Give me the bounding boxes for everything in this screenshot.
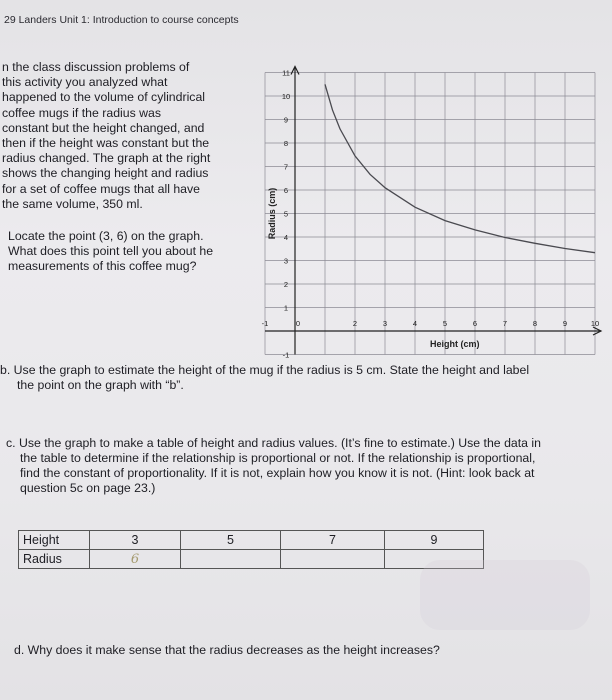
question-a: [8, 229, 253, 275]
question-a-line: Locate the point (3, 6) on the graph.: [8, 229, 204, 243]
intro-line: shows the changing height and radius: [2, 166, 209, 181]
table-row-radius: [19, 550, 484, 569]
y-tick-label: 4: [283, 233, 289, 242]
y-tick-label: 2: [283, 280, 289, 289]
y-tick-label: 9: [283, 115, 289, 125]
x-tick-label: 5: [442, 319, 448, 328]
y-tick-label: 6: [283, 186, 289, 195]
question-c-line: c. Use the graph to make a table of height and radius values. (It’s fine to estimate.) Use the data in: [6, 436, 541, 450]
y-tick-label: 10: [281, 92, 291, 101]
x-tick-label: 6: [472, 319, 478, 328]
intro-line: n the class discussion problems of: [2, 60, 190, 74]
table-row-height: [19, 531, 484, 550]
y-tick-label: 8: [283, 139, 289, 148]
x-axis-label: Height (cm): [430, 339, 480, 349]
question-a-line: What does this point tell you about he: [8, 244, 214, 259]
height-cell[interactable]: 5: [181, 531, 281, 550]
height-cell[interactable]: 9: [385, 531, 484, 550]
intro-line: this activity you analyzed what: [2, 75, 168, 90]
x-tick-label: 8: [532, 319, 538, 328]
x-tick-label: 9: [562, 319, 568, 328]
radius-cell[interactable]: [281, 550, 385, 569]
radius-cell[interactable]: 6: [90, 550, 181, 569]
intro-line: then if the height was constant but the: [2, 136, 210, 151]
question-b-line: the point on the graph with “b”.: [17, 378, 184, 392]
x-tick-label: 10: [590, 319, 600, 328]
intro-line: the same volume, 350 ml.: [2, 196, 143, 211]
question-b-line: b. Use the graph to estimate the height of the mug if the radius is 5 cm. State the height and label: [0, 363, 530, 377]
x-tick-label: 3: [382, 319, 388, 328]
page-header: 29 Landers Unit 1: Introduction to course concepts: [4, 14, 239, 26]
row-label: Height: [19, 531, 90, 550]
y-tick-label: 5: [283, 209, 289, 219]
x-tick-label: 2: [352, 319, 358, 328]
question-b: [0, 363, 600, 393]
axes: [265, 67, 601, 355]
radius-cell[interactable]: [181, 550, 281, 569]
height-radius-table: [18, 530, 484, 569]
x-tick-label: 0: [295, 319, 301, 328]
x-tick-label: 4: [412, 319, 418, 328]
intro-line: radius changed. The graph at the right: [2, 151, 211, 166]
question-c-line: question 5c on page 23.): [20, 481, 156, 495]
faded-background-text: [420, 560, 590, 630]
y-tick-label: 3: [283, 256, 289, 266]
question-c-line: find the constant of proportionality. If it is not, explain how you know it is not. (Hint: look back at: [20, 466, 535, 480]
intro-line: for a set of coffee mugs that all have: [2, 181, 201, 196]
y-tick-label: 1: [283, 303, 289, 313]
radius-curve: [325, 84, 595, 252]
row-label: Radius: [19, 550, 90, 569]
question-d: d. Why does it make sense that the radius decreases as the height increases?: [14, 643, 440, 657]
y-tick-label: 11: [282, 68, 290, 78]
x-tick-label: -1: [261, 319, 269, 328]
y-tick-label: 7: [283, 162, 289, 172]
x-tick-label: 7: [502, 319, 508, 328]
height-cell[interactable]: 7: [281, 531, 385, 550]
height-cell[interactable]: 3: [90, 531, 181, 550]
intro-paragraph: [2, 60, 247, 212]
intro-line: coffee mugs if the radius was: [2, 105, 162, 120]
question-a-line: measurements of this coffee mug?: [8, 259, 197, 274]
question-c: [6, 436, 606, 496]
y-axis-label: Radius (cm): [267, 187, 277, 240]
intro-line: constant but the height changed, and: [2, 120, 205, 135]
y-tick-label: -1: [282, 350, 290, 360]
question-c-line: the table to determine if the relationship is proportional or not. If the relationship is proportional,: [20, 451, 536, 465]
radius-height-graph: [255, 55, 600, 360]
intro-line: happened to the volume of cylindrical: [2, 90, 206, 105]
